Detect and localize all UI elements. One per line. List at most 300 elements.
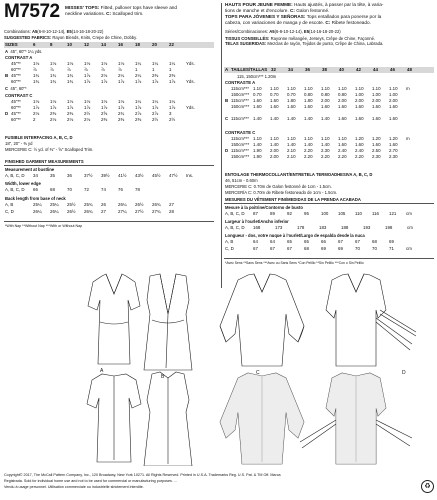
table-cell: 1⅞ <box>118 105 125 110</box>
right-contrast-a: CONTRASTE A <box>225 80 256 85</box>
table-cell: 2.20 <box>321 154 330 159</box>
table-cell: 68 <box>50 187 55 192</box>
table-cell: 1.00 <box>355 92 364 97</box>
table-cell: 25¼ <box>50 202 59 207</box>
table-cell: C, D <box>225 246 234 251</box>
table-cell: 2.10 <box>287 148 296 153</box>
table-cell: 1.00 <box>389 92 398 97</box>
table-cell: 45"** <box>11 99 21 104</box>
table-cell: 2⅞ <box>152 111 159 116</box>
left-back-ab-values <box>5 203 198 207</box>
table-cell: 115cm*** <box>231 116 249 121</box>
table-cell: 39½ <box>101 173 110 178</box>
left-view-a-width: 45", 60"* 1¼ yds. <box>10 49 43 54</box>
table-cell: 47½ <box>169 173 178 178</box>
table-cell: 1⅛ <box>118 99 125 104</box>
title-es-line1: Tops entallados para ponerse por la <box>305 13 382 19</box>
table-cell: cm <box>406 211 412 216</box>
table-cell: 26¼ <box>118 202 127 207</box>
table-cell: 2.20 <box>338 154 347 159</box>
table-cell: 1.80 <box>287 98 296 103</box>
table-cell: 1¼ <box>169 99 176 104</box>
table-cell: A, B, C, D <box>5 187 25 192</box>
table-cell: 1.40 <box>287 116 296 121</box>
table-cell: 105 <box>338 211 346 216</box>
table-cell: 14 <box>101 42 106 47</box>
title-fr-bold: HAUTS POUR JEUNE FEMME: <box>225 2 293 7</box>
footer-line3: Vendu à usage personnel. Utilisation commerciale ou industrielle strictement interdite. <box>4 485 144 489</box>
table-cell: 150cm*** <box>231 104 250 109</box>
table-cell: 198 <box>385 225 393 230</box>
series-a5: A5 <box>269 29 275 34</box>
suggested-text: Rayon Blends, Knits, Crepe de Chine, Dobby. <box>51 35 138 40</box>
left-contrast-c: CONTRAST C <box>5 93 33 98</box>
table-cell: 1 <box>152 67 155 72</box>
combinations-label: Combinations: <box>4 29 32 34</box>
table-cell: 2.00 <box>372 98 381 103</box>
table-cell: 1¾ <box>67 73 74 78</box>
right-contrast-c: CONTRASTE C <box>225 130 256 135</box>
table-row <box>5 62 198 66</box>
table-row <box>225 149 414 153</box>
table-cell: 2.50 <box>372 148 381 153</box>
table-cell: 1.40 <box>253 116 262 121</box>
table-cell: 35 <box>50 173 55 178</box>
table-cell: 22 <box>169 42 174 47</box>
table-cell: 70 <box>372 246 377 251</box>
table-cell: 60"** <box>11 117 21 122</box>
table-cell: 173 <box>275 225 283 230</box>
table-cell: 2.10 <box>287 154 296 159</box>
table-cell: 44 <box>373 67 378 72</box>
table-cell: Yds. <box>186 79 195 84</box>
ill-label-d: D <box>402 370 406 376</box>
table-cell: 1.10 <box>304 86 313 91</box>
table-cell: 67 <box>355 239 360 244</box>
table-cell: 60"** <box>11 105 21 110</box>
table-row <box>225 87 414 91</box>
left-view-c <box>5 87 27 91</box>
telas-text: Mezclas de rayón, Tejidos de punto, Crêpe de China, Labrada. <box>266 41 384 47</box>
view-b-back-illustration <box>144 372 192 466</box>
table-cell: 2¼ <box>135 73 142 78</box>
tissus-label: TISSUS CONSEILLÉS: <box>225 36 270 41</box>
table-cell: 1.60 <box>270 98 279 103</box>
left-view-a <box>5 50 42 54</box>
table-cell: 2⅜ <box>101 117 108 122</box>
table-cell: 2.00 <box>389 98 398 103</box>
right-bust-label: Mesure à la poitrine/Contorno de busto <box>225 205 303 210</box>
table-cell: 115cm*** <box>231 148 249 153</box>
table-cell: 2.00 <box>355 98 364 103</box>
left-bust-values <box>5 174 198 178</box>
table-cell: 16 <box>118 42 123 47</box>
table-cell: 45"** <box>11 111 21 116</box>
table-cell: 6 <box>33 42 36 47</box>
title-es-c-bold: C: <box>325 19 331 25</box>
table-cell: 37½ <box>84 173 93 178</box>
table-cell: C <box>225 116 229 121</box>
view-c-front-illustration <box>220 274 304 366</box>
table-cell: 1.60 <box>270 104 279 109</box>
table-row <box>5 80 198 84</box>
table-cell: 2.20 <box>304 154 313 159</box>
table-cell: 115cm*** <box>231 98 249 103</box>
left-bust-label: Measurement at bustline <box>5 167 55 172</box>
table-cell: m <box>406 136 410 141</box>
table-cell: 121 <box>389 211 397 216</box>
left-contrast-a: CONTRAST A <box>5 55 33 60</box>
pattern-number: M7572 <box>4 1 60 22</box>
table-cell: 1⅞ <box>50 105 57 110</box>
table-cell: 43½ <box>135 173 144 178</box>
table-cell: A, B, C, D <box>225 211 245 216</box>
table-cell: 40 <box>339 67 344 72</box>
table-cell: 67 <box>253 246 258 251</box>
table-cell: 1.90 <box>253 154 262 159</box>
table-cell: 42 <box>356 67 361 72</box>
table-cell: 2⅛ <box>67 117 74 122</box>
table-row <box>5 68 198 72</box>
table-cell: 2⅛ <box>33 111 40 116</box>
table-cell: 150cm*** <box>231 92 250 97</box>
table-cell: 1.40 <box>321 116 330 121</box>
table-cell: 1⅞ <box>33 105 40 110</box>
table-cell: 1.60 <box>355 142 364 147</box>
table-cell: 1.60 <box>253 98 262 103</box>
ill-label-c: C <box>256 370 260 376</box>
table-cell: ⅞ <box>33 67 37 72</box>
table-cell: 1⅛ <box>33 99 40 104</box>
table-cell: 1.20 <box>389 136 398 141</box>
table-cell: 26 <box>101 202 106 207</box>
table-cell: A, B <box>225 239 234 244</box>
table-cell: 64 <box>270 239 275 244</box>
table-row <box>225 137 414 141</box>
table-cell: A, B, C, D <box>225 225 245 230</box>
left-width-values <box>5 188 198 192</box>
table-cell: 1 <box>169 67 172 72</box>
right-back-label: Longueur - dos, votre nuque à l'ourlet/Largo de espalda desde la nuca <box>225 233 365 238</box>
left-width-label: Width, lower edge <box>5 181 41 186</box>
table-cell: 1⅞ <box>101 79 108 84</box>
table-cell: 18 <box>135 42 140 47</box>
title-es-bold: TOPS PARA JÓVENES Y SEÑORAS: <box>225 13 306 19</box>
table-cell: 36 <box>305 67 310 72</box>
left-footnote: *With Nap **Without Nap ***With or Without Nap <box>5 224 83 228</box>
table-cell: 92 <box>287 211 292 216</box>
table-cell: 36 <box>67 173 72 178</box>
table-cell: 1¼ <box>169 61 176 66</box>
garment-illustrations <box>0 270 437 466</box>
table-cell: 0.70 <box>270 92 279 97</box>
table-cell: 34 <box>288 67 293 72</box>
table-cell: 20 <box>152 42 157 47</box>
ill-label-b: B <box>161 374 165 380</box>
table-cell: 25½ <box>67 202 76 207</box>
table-cell: 1.40 <box>253 142 262 147</box>
table-cell: 27 <box>169 202 174 207</box>
combinations <box>4 30 103 34</box>
table-cell: 2.30 <box>389 154 398 159</box>
table-cell: 2.00 <box>321 98 330 103</box>
view-a-back-illustration <box>87 374 141 462</box>
table-cell: 27½ <box>135 209 144 214</box>
title-es-c: Ribete festoneado. <box>330 19 371 25</box>
table-cell: ⅞ <box>50 67 54 72</box>
comb-e5-sizes: (14-16-18-20-22) <box>71 29 104 34</box>
table-row <box>5 118 198 122</box>
table-cell: cm <box>406 246 412 251</box>
sizes-header-row <box>5 43 186 47</box>
view-a-front-illustration <box>88 274 140 364</box>
title-en-c-bold: C: <box>106 10 112 16</box>
suggested-label: SUGGESTED FABRICS: <box>4 35 52 40</box>
table-cell: 1⅞ <box>152 79 159 84</box>
table-cell: 110 <box>355 211 362 216</box>
table-cell: 1⅞ <box>67 105 74 110</box>
view-d-front-illustration <box>326 274 416 366</box>
view-b-front-illustration <box>144 274 192 370</box>
table-cell: 1.40 <box>304 142 313 147</box>
table-cell: A, B <box>5 202 14 207</box>
table-cell: 27 <box>101 209 106 214</box>
right-measures-label: MESURES DU VÊTEMENT FINI/MEDIDAS DE LA PRENDA ACABADA <box>225 197 361 202</box>
telas-label: TELAS SUGERIDAS: <box>225 41 267 47</box>
table-cell: 2.00 <box>270 148 279 153</box>
table-cell: 1.20 <box>355 136 364 141</box>
table-cell: 1⅞ <box>169 79 176 84</box>
left-back-cd-values <box>5 210 198 214</box>
table-cell: 1.60 <box>253 104 262 109</box>
table-cell: 60"** <box>11 79 21 84</box>
table-cell: 183 <box>319 225 327 230</box>
table-cell: 2.30 <box>321 148 330 153</box>
table-cell: 1.40 <box>287 142 296 147</box>
table-cell: 1¾ <box>50 73 57 78</box>
tissus-text: Rayonne mélangée, Jerseys, Crêpe de Chine, Façonné. <box>269 36 376 41</box>
table-cell: 0.70 <box>287 92 296 97</box>
table-row <box>225 117 406 121</box>
table-cell: 71 <box>389 246 394 251</box>
table-cell: 2½ <box>169 117 176 122</box>
table-cell: 8 <box>50 42 53 47</box>
table-cell: 38 <box>322 67 327 72</box>
table-cell: 2.40 <box>338 148 347 153</box>
table-cell: 1.60 <box>389 104 398 109</box>
table-cell: 2⅛ <box>50 117 57 122</box>
table-cell: 2⅞ <box>135 111 142 116</box>
table-cell: 12 <box>84 42 89 47</box>
table-cell: D <box>225 148 229 153</box>
table-cell: 1.60 <box>338 142 347 147</box>
table-cell: 69 <box>338 246 343 251</box>
comb-a5-sizes: (6-8-10-12-14), <box>37 29 67 34</box>
table-cell: 1.60 <box>287 104 296 109</box>
table-cell: 72 <box>84 187 89 192</box>
right-view-a-width: 115, 150cm*** 1.20m <box>237 74 277 79</box>
table-cell: 1⅛ <box>118 61 125 66</box>
title-en <box>65 5 215 17</box>
table-cell: 1⅞ <box>152 105 159 110</box>
table-cell: 1.10 <box>287 86 296 91</box>
table-cell: 115cm*** <box>231 136 249 141</box>
right-bust-values <box>225 212 414 216</box>
table-cell: 2⅜ <box>67 111 74 116</box>
table-cell: 48 <box>407 67 412 72</box>
table-row <box>225 99 414 103</box>
table-cell: 1.60 <box>355 104 364 109</box>
table-cell: 64 <box>253 239 258 244</box>
table-cell: 68 <box>304 246 309 251</box>
table-cell: A, B, C, D <box>5 173 25 178</box>
table-cell: B <box>5 73 9 78</box>
table-cell: 70 <box>355 246 360 251</box>
title-es-line2: cabeza, con variaciones de manga y de escote. <box>225 19 326 25</box>
table-cell: 1.60 <box>372 104 381 109</box>
title-fr-line2: tions de manche et d'encolure. <box>225 7 290 13</box>
table-cell: 1⅞ <box>84 79 91 84</box>
table-cell: 26¼ <box>50 209 59 214</box>
table-cell: 188 <box>341 225 349 230</box>
table-cell: 28 <box>169 209 174 214</box>
table-cell: 67 <box>287 246 292 251</box>
left-fusible-text: 18", 20" - ⅜ yd <box>5 141 33 146</box>
table-cell: 1.40 <box>321 142 330 147</box>
table-cell: 1.40 <box>270 142 279 147</box>
left-fusible-label: FUSIBLE INTERFACING A, B, C, D <box>5 135 73 140</box>
table-cell: 1⅛ <box>84 61 91 66</box>
table-cell: 1.10 <box>338 86 347 91</box>
table-cell: 1.40 <box>304 116 313 121</box>
table-cell: 3 <box>169 111 172 116</box>
table-cell: 1.10 <box>389 86 398 91</box>
table-cell: D <box>5 111 9 116</box>
table-row <box>225 143 414 147</box>
table-cell: 10 <box>67 42 72 47</box>
table-cell: 2.20 <box>355 154 364 159</box>
table-cell: 1⅛ <box>50 99 57 104</box>
table-cell: 1.10 <box>338 136 347 141</box>
table-cell: 76 <box>118 187 123 192</box>
series-e5: E5 <box>303 29 310 34</box>
table-cell: 2⅛ <box>84 117 91 122</box>
table-cell: 1.10 <box>287 136 296 141</box>
table-cell: 1.10 <box>270 136 279 141</box>
table-row <box>5 112 198 116</box>
title-en-line2: neckline variations. <box>65 10 107 16</box>
table-cell: 32 <box>271 67 276 72</box>
table-cell: 1.80 <box>304 98 313 103</box>
table-cell: 69 <box>389 239 394 244</box>
table-cell: 1¾ <box>33 73 40 78</box>
series-e5-sizes: (14-16-18-20-22) <box>309 29 341 34</box>
table-cell: 0.80 <box>304 92 313 97</box>
table-cell: 2⅜ <box>50 111 57 116</box>
table-cell: 67 <box>338 239 343 244</box>
table-cell: 2.00 <box>338 98 347 103</box>
left-view-c-width: 45", 60"* <box>10 86 27 91</box>
table-cell: Yds. <box>186 61 195 66</box>
table-cell: 2⅛ <box>101 73 108 78</box>
table-cell: 1¾ <box>67 79 74 84</box>
table-cell: ⅞ <box>67 67 71 72</box>
table-cell: 2⅜ <box>152 73 159 78</box>
table-cell: 2½ <box>84 111 91 116</box>
table-cell: 1¼ <box>152 61 159 66</box>
table-cell: 1.60 <box>355 116 364 121</box>
table-cell: 1.10 <box>372 86 381 91</box>
table-cell: 1.10 <box>321 136 330 141</box>
table-cell: 1⅛ <box>101 61 108 66</box>
table-cell: 89 <box>270 211 275 216</box>
table-cell: 1.10 <box>270 86 279 91</box>
series-a5-sizes: (6-8-10-12-14), <box>274 29 304 34</box>
table-cell: 45"** <box>11 61 21 66</box>
right-merc-c-es: MERCERÍA C: 0.70m de Ribete festoneado de 1cm - 1.5cm. <box>225 190 338 195</box>
table-cell: 1.60 <box>372 142 381 147</box>
table-cell: 45"** <box>11 73 21 78</box>
title-en-c: Scalloped trim. <box>111 10 144 16</box>
table-cell: 25¾ <box>84 202 93 207</box>
table-row <box>5 74 198 78</box>
tissus <box>225 36 430 46</box>
right-merc-c-fr: MERCERIE C: 0.70m de Galon festonné de 1cm - 1.5cm. <box>225 184 332 189</box>
left-back-label: Back length from base of neck <box>5 196 66 201</box>
table-row <box>225 105 414 109</box>
table-cell: 2½ <box>152 117 159 122</box>
table-cell: 0.80 <box>321 92 330 97</box>
table-cell: 2 <box>33 117 36 122</box>
table-cell: 1.60 <box>372 116 381 121</box>
title-fr-line1: Hauts ajustés, à passer par la tête, à varia- <box>292 2 384 7</box>
table-cell: 1.10 <box>321 86 330 91</box>
table-cell: 1.10 <box>355 86 364 91</box>
table-cell: 68 <box>372 239 377 244</box>
table-cell: 41½ <box>118 173 127 178</box>
table-cell: 27¼ <box>118 209 127 214</box>
table-cell: 1⅞ <box>118 79 125 84</box>
table-cell: 2.30 <box>372 154 381 159</box>
table-cell: 1.10 <box>253 86 262 91</box>
title-en-line1: Fitted, pullover tops have sleeve and <box>99 5 178 10</box>
table-cell: Yds. <box>186 105 195 110</box>
table-cell: 168 <box>253 225 261 230</box>
table-cell: 1⅛ <box>84 99 91 104</box>
right-back-cd-values <box>225 247 414 251</box>
table-cell: 1¾ <box>50 79 57 84</box>
footer-line1: Copyright© 2017, The McCall Pattern Company, Inc., 120 Broadway, New York 10271. All Rights Reserved. Printed in U.S.A. Trademarks Reg. U.S. Pat. & TM Off. Marca <box>4 473 281 477</box>
table-cell: 26½ <box>135 202 144 207</box>
table-cell: 0.80 <box>338 92 347 97</box>
left-finished-label: FINISHED GARMENT MEASUREMENTS <box>5 159 84 164</box>
table-cell: 78 <box>135 187 140 192</box>
table-cell: 25¼ <box>33 202 42 207</box>
table-row <box>5 100 198 104</box>
table-cell: 65 <box>304 239 309 244</box>
table-cell: C, D <box>5 209 14 214</box>
table-cell: 2¾ <box>118 111 125 116</box>
table-cell: 26¾ <box>84 209 93 214</box>
table-row <box>225 93 414 97</box>
table-cell: 69 <box>321 246 326 251</box>
title-en-bold: MISSES' TOPS: <box>65 5 100 10</box>
table-cell: 178 <box>297 225 305 230</box>
title-fr-c: Galon festonné. <box>294 7 330 13</box>
table-cell: 1⅛ <box>67 61 74 66</box>
table-cell: 100 <box>321 211 329 216</box>
table-cell: 34 <box>33 173 38 178</box>
